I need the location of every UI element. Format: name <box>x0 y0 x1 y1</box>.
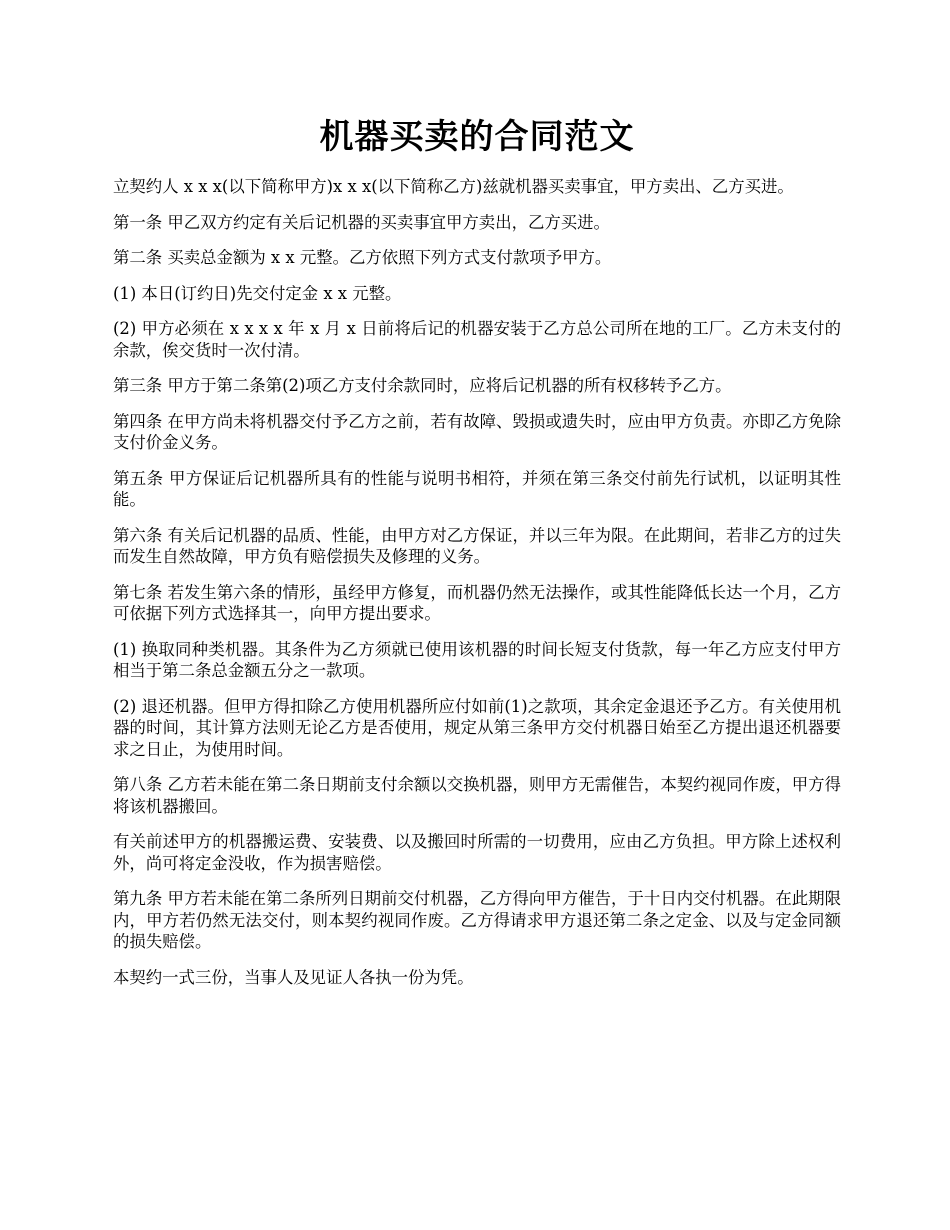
paragraph-preamble: 立契约人 x x x(以下简称甲方)x x x(以下简称乙方)兹就机器买卖事宜，甲方卖出、乙方买进。 <box>113 177 794 196</box>
paragraph-article-7: 第七条 若发生第六条的情形，虽经甲方修复，而机器仍然无法操作，或其性能降低长达一个月，乙方可依据下列方式选择其一，向甲方提出要求。 <box>113 582 841 623</box>
paragraph-article-5: 第五条 甲方保证后记机器所具有的性能与说明书相符，并须在第三条交付前先行试机，以证明其性能。 <box>113 468 841 509</box>
paragraph-article-2: 第二条 买卖总金额为 x x 元整。乙方依照下列方式支付款项予甲方。 <box>113 248 612 267</box>
paragraph-article-2-item-1: (1) 本日(订约日)先交付定金 x x 元整。 <box>113 283 402 303</box>
paragraph-article-2-item-2: (2) 甲方必须在 x x x x 年 x 月 x 日前将后记的机器安装于乙方总公司所在地的工厂。乙方未支付的余款，俟交货时一次付清。 <box>113 319 841 360</box>
paragraph-article-8: 第八条 乙方若未能在第二条日期前支付余额以交换机器，则甲方无需催告，本契约视同作废，甲方得将该机器搬回。 <box>113 775 841 816</box>
paragraph-article-8-costs: 有关前述甲方的机器搬运费、安装费、以及搬回时所需的一切费用，应由乙方负担。甲方除上述权利外，尚可将定金没收，作为损害赔偿。 <box>113 832 841 873</box>
document-page <box>113 108 841 1002</box>
paragraph-article-3: 第三条 甲方于第二条第(2)项乙方支付余款同时，应将后记机器的所有权移转予乙方。 <box>113 376 732 395</box>
paragraph-article-7-item-2: (2) 退还机器。但甲方得扣除乙方使用机器所应付如前(1)之款项，其余定金退还予乙方。有关使用机器的时间，其计算方法则无论乙方是否使用，规定从第三条甲方交付机器日始至乙方提出退还机器要求之日止，为使用时间。 <box>113 696 841 759</box>
paragraph-article-4: 第四条 在甲方尚未将机器交付予乙方之前，若有故障、毁损或遗失时，应由甲方负责。亦即乙方免除支付价金义务。 <box>113 411 841 452</box>
paragraph-article-1: 第一条 甲乙双方约定有关后记机器的买卖事宜甲方卖出，乙方买进。 <box>113 212 610 232</box>
paragraph-article-6: 第六条 有关后记机器的品质、性能，由甲方对乙方保证，并以三年为限。在此期间，若非乙方的过失而发生自然故障，甲方负有赔偿损失及修理的义务。 <box>113 525 841 566</box>
document-title: 机器买卖的合同范文 <box>319 117 635 157</box>
paragraph-article-7-item-1: (1) 换取同种类机器。其条件为乙方须就已使用该机器的时间长短支付货款，每一年乙方应支付甲方相当于第二条总金额五分之一款项。 <box>113 639 841 680</box>
paragraph-closing: 本契约一式三份，当事人及见证人各执一份为凭。 <box>113 967 474 987</box>
paragraph-article-9: 第九条 甲方若未能在第二条所列日期前交付机器，乙方得向甲方催告，于十日内交付机器。在此期限内，甲方若仍然无法交付，则本契约视同作废。乙方得请求甲方退还第二条之定金、以及与定金同额的损失赔偿。 <box>113 889 841 951</box>
